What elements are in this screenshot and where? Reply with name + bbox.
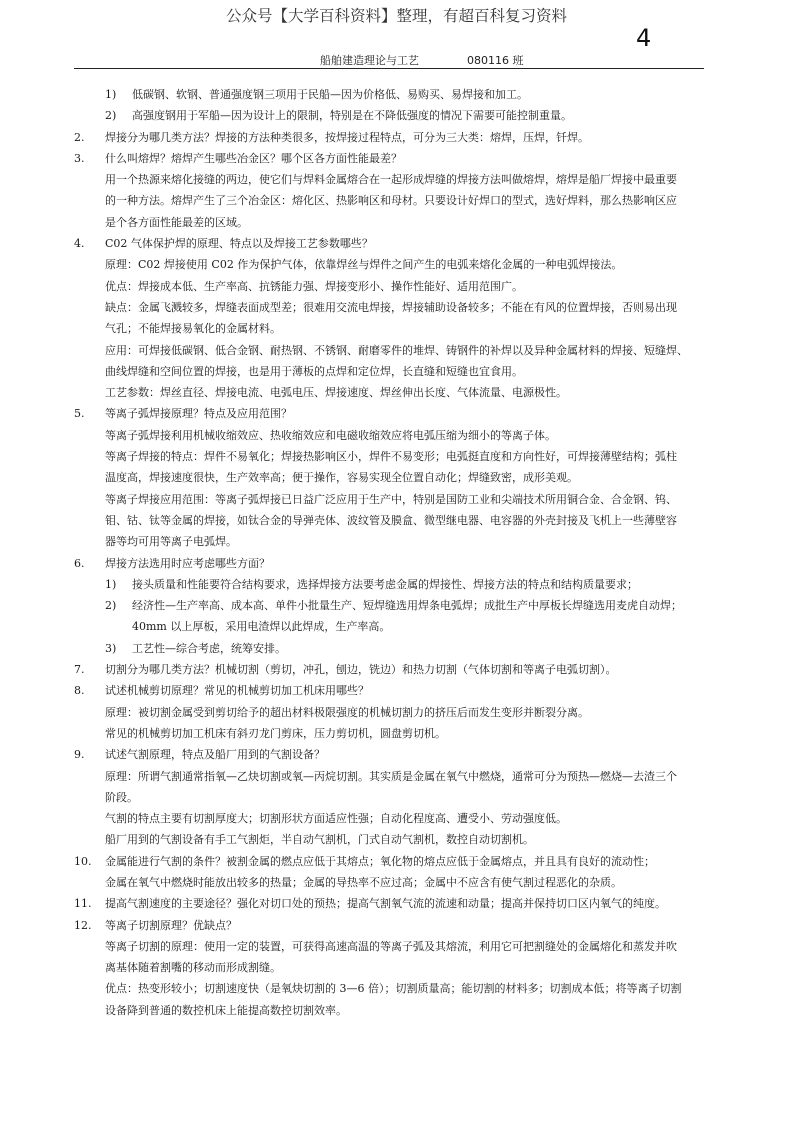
running-header bbox=[320, 52, 524, 68]
answer-line bbox=[0, 382, 793, 403]
answer-line bbox=[0, 361, 793, 382]
question-line bbox=[0, 127, 793, 148]
question-text: 什么叫熔焊？熔焊产生哪些冶金区？哪个区各方面性能最差？ bbox=[105, 151, 402, 165]
question-text: 试述气割原理，特点及船厂用到的气割设备？ bbox=[105, 748, 325, 762]
question-number: 4. bbox=[74, 237, 85, 251]
answer-line bbox=[0, 254, 793, 275]
answer-line bbox=[0, 978, 793, 999]
answer-text: 应用：可焊接低碳钢、低合金钢、耐热钢、不锈钢、耐磨零件的堆焊、铸钢件的补焊以及异种金属材料的焊接、短缝焊、 bbox=[105, 343, 688, 357]
answer-text: 原理：C02 焊接使用 C02 作为保护气体，依靠焊丝与焊件之间产生的电弧来熔化金属的一种电弧焊接法。 bbox=[105, 258, 623, 272]
sub-item-text: 低碳钢、软钢、普通强度钢三项用于民船—因为价格低、易购买、易焊接和加工。 bbox=[132, 88, 528, 101]
question-text: 试述机械剪切原理？常见的机械剪切加工机床用哪些？ bbox=[105, 684, 369, 698]
sub-item-number: 3) bbox=[105, 641, 117, 655]
sub-item-continuation bbox=[0, 616, 793, 637]
question-text: 切割分为哪几类方法？机械切割（剪切，冲孔，刨边，铣边）和热力切割（气体切割和等离子电弧切割）。 bbox=[105, 663, 617, 677]
answer-text: 气孔；不能焊接易氧化的金属材料。 bbox=[105, 322, 281, 336]
question-line bbox=[0, 403, 793, 424]
answer-line bbox=[0, 1000, 793, 1021]
answer-text: 设备降到普通的数控机床上能提高数控切割效率。 bbox=[105, 1003, 347, 1017]
answer-text: 等离子焊接的特点：焊件不易氧化；焊接热影响区小，焊件不易变形；电弧挺直度和方向性好，可焊接薄壁结构；弧柱 bbox=[105, 450, 677, 464]
answer-line bbox=[0, 425, 793, 446]
answer-text: 等离子弧焊接利用机械收缩效应、热收缩效应和电磁收缩效应将电弧压缩为细小的等离子体。 bbox=[105, 428, 556, 442]
answer-text: 优点：焊接成本低、生产率高、抗锈能力强、焊接变形小、操作性能好、适用范围广。 bbox=[105, 279, 523, 293]
answer-text: 曲线焊缝和空间位置的焊接，也是用于薄板的点焊和定位焊，长直缝和短缝也宜食用。 bbox=[105, 364, 523, 378]
sub-item-line bbox=[0, 638, 793, 659]
question-text: 提高气割速度的主要途径？强化对切口处的预热；提高气割氧气流的流速和动量；提高并保持切口区内氧气的纯度。 bbox=[105, 897, 666, 911]
answer-text: 等离子切割的原理：使用一定的装置，可获得高速高温的等离子弧及其熔流，利用它可把割缝处的金属熔化和蒸发并吹 bbox=[105, 939, 677, 953]
question-line bbox=[0, 851, 793, 872]
answer-line bbox=[0, 957, 793, 978]
answer-line bbox=[0, 702, 793, 723]
answer-line bbox=[0, 340, 793, 361]
question-line bbox=[0, 148, 793, 169]
answer-line bbox=[0, 808, 793, 829]
answer-line bbox=[0, 936, 793, 957]
course-title: 船舶建造理论与工艺 bbox=[320, 54, 419, 67]
answer-line bbox=[0, 169, 793, 190]
question-number: 9. bbox=[74, 748, 85, 762]
answer-text: 金属在氧气中燃烧时能放出较多的热量；金属的导热率不应过高；金属中不应含有使气割过程恶化的杂质。 bbox=[105, 875, 622, 889]
answer-text: 气割的特点主要有切割厚度大；切割形状方面适应性强；自动化程度高、遭受小、劳动强度低。 bbox=[105, 812, 567, 826]
answer-line bbox=[0, 787, 793, 808]
sub-item-line bbox=[0, 105, 793, 126]
answer-line bbox=[0, 510, 793, 531]
question-number: 2. bbox=[74, 130, 85, 144]
answer-text: 常见的机械剪切加工机床有斜刃龙门剪床，压力剪切机，圆盘剪切机。 bbox=[105, 726, 446, 740]
sub-item-text: 接头质量和性能要符合结构要求，选择焊接方法要考虑金属的焊接性、焊接方法的特点和结构质量要求； bbox=[132, 577, 638, 591]
question-number: 3. bbox=[74, 151, 85, 165]
question-line bbox=[0, 233, 793, 254]
answer-text: 缺点：金属飞溅较多，焊缝表面成型差；很难用交流电焊接，焊接辅助设备较多；不能在有风的位置焊接，否则易出现 bbox=[105, 300, 677, 314]
question-line bbox=[0, 893, 793, 914]
question-text: 等离子弧焊接原理？特点及应用范围？ bbox=[105, 407, 292, 421]
answer-line bbox=[0, 467, 793, 488]
sub-item-text: 经济性—生产率高、成本高、单件小批量生产、短焊缝选用焊条电弧焊；成批生产中厚板长焊缝选用麦虎自动焊； bbox=[132, 599, 682, 613]
answer-line bbox=[0, 489, 793, 510]
answer-text: 钼、钴、钛等金属的焊接，如钛合金的导弹壳体、波纹管及膜盒、微型继电器、电容器的外壳封接及飞机上一些薄壁容 bbox=[105, 513, 677, 527]
sub-item-number: 1) bbox=[105, 577, 117, 591]
question-text: 金属能进行气割的条件？被割金属的燃点应低于其熔点；氧化物的熔点应低于金属熔点，并且具有良好的流动性； bbox=[105, 854, 655, 868]
question-line bbox=[0, 915, 793, 936]
answer-text: 的一种方法。熔焊产生了三个冶金区：熔化区、热影响区和母材。只要设计好焊口的型式，选好焊料，那么热影响区应 bbox=[105, 194, 677, 208]
answer-text: 用一个热源来熔化接缝的两边，使它们与焊料金属熔合在一起形成焊缝的焊接方法叫做熔焊，熔焊是船厂焊接中最重要 bbox=[105, 173, 677, 187]
answer-text: 工艺参数：焊丝直径、焊接电流、电弧电压、焊接速度、焊丝伸出长度、气体流量、电源极性。 bbox=[105, 386, 567, 400]
question-text: 焊接方法选用时应考虑哪些方面？ bbox=[105, 556, 270, 570]
answer-text: 温度高，焊接速度很快，生产效率高；便于操作，容易实现全位置自动化；焊缝致密，成形美观。 bbox=[105, 471, 578, 485]
question-number: 5. bbox=[74, 407, 85, 421]
sub-item-number: 2) bbox=[105, 599, 117, 613]
question-line bbox=[0, 659, 793, 680]
answer-text: 器等均可用等离子电弧焊。 bbox=[105, 535, 237, 549]
answer-line bbox=[0, 318, 793, 339]
sub-item-number: 1) bbox=[105, 88, 117, 101]
answer-line bbox=[0, 297, 793, 318]
answer-line bbox=[0, 190, 793, 211]
answer-line bbox=[0, 446, 793, 467]
answer-text: 船厂用到的气割设备有手工气割炬，半自动气割机，门式自动气割机，数控自动切割机。 bbox=[105, 833, 534, 847]
question-number: 8. bbox=[74, 684, 85, 698]
answer-text: 原理：被切割金属受到剪切给予的超出材料极限强度的机械切割力的挤压后而发生变形并断裂分离。 bbox=[105, 705, 589, 719]
sub-item-line bbox=[0, 574, 793, 595]
question-line bbox=[0, 553, 793, 574]
question-text: C02 气体保护焊的原理、特点以及焊接工艺参数哪些？ bbox=[105, 237, 373, 251]
answer-line bbox=[0, 276, 793, 297]
sub-item-text: 高强度钢用于军船—因为设计上的限制，特别是在不降低强度的情况下需要可能控制重量。 bbox=[132, 109, 572, 123]
answer-text: 阶段。 bbox=[105, 790, 138, 804]
sub-item-number: 2) bbox=[105, 109, 117, 123]
question-number: 11. bbox=[74, 897, 92, 911]
answer-line bbox=[0, 872, 793, 893]
answer-text: 优点：热变形较小；切割速度快（是氧炔切割的 3—6 倍）；切割质量高；能切割的材料多；切割成本低；将等离子切割 bbox=[105, 982, 682, 996]
question-text: 等离子切割原理？优缺点？ bbox=[105, 918, 237, 932]
answer-line bbox=[0, 829, 793, 850]
question-number: 7. bbox=[74, 663, 85, 677]
question-number: 10. bbox=[74, 854, 92, 868]
class-code: 080116 班 bbox=[467, 54, 524, 67]
header-rule bbox=[74, 68, 704, 69]
question-text: 焊接分为哪几类方法？焊接的方法种类很多，按焊接过程特点，可分为三大类：熔焊，压焊，钎焊。 bbox=[105, 130, 589, 144]
answer-text: 离基体随着割嘴的移动而形成割缝。 bbox=[105, 961, 281, 975]
document-body bbox=[0, 84, 793, 1021]
answer-text: 等离子焊接应用范围：等离子弧焊接已日益广泛应用于生产中，特别是国防工业和尖端技术所用铜合金、合金钢、钨、 bbox=[105, 492, 677, 506]
answer-line bbox=[0, 723, 793, 744]
question-number: 6. bbox=[74, 556, 85, 570]
question-line bbox=[0, 744, 793, 765]
question-number: 12. bbox=[74, 918, 92, 932]
question-line bbox=[0, 680, 793, 701]
answer-line bbox=[0, 531, 793, 552]
answer-line bbox=[0, 212, 793, 233]
answer-text: 原理：所谓气割通常指氧—乙炔切割或氧—丙烷切割。其实质是金属在氧气中燃烧，通常可分为预热—燃烧—去渣三个 bbox=[105, 769, 677, 783]
page-number: 4 bbox=[636, 24, 652, 52]
answer-line bbox=[0, 766, 793, 787]
sub-item-line bbox=[0, 595, 793, 616]
sub-item-text: 工艺性—综合考虑，统筹安排。 bbox=[132, 641, 286, 655]
watermark-banner: 公众号【大学百科资料】整理，有超百科复习资料 bbox=[225, 7, 567, 25]
answer-text: 是个各方面性能最差的区域。 bbox=[105, 215, 248, 229]
sub-item-text: 40mm 以上厚板，采用电渣焊以此焊成，生产率高。 bbox=[132, 620, 391, 634]
sub-item-line bbox=[0, 84, 793, 105]
